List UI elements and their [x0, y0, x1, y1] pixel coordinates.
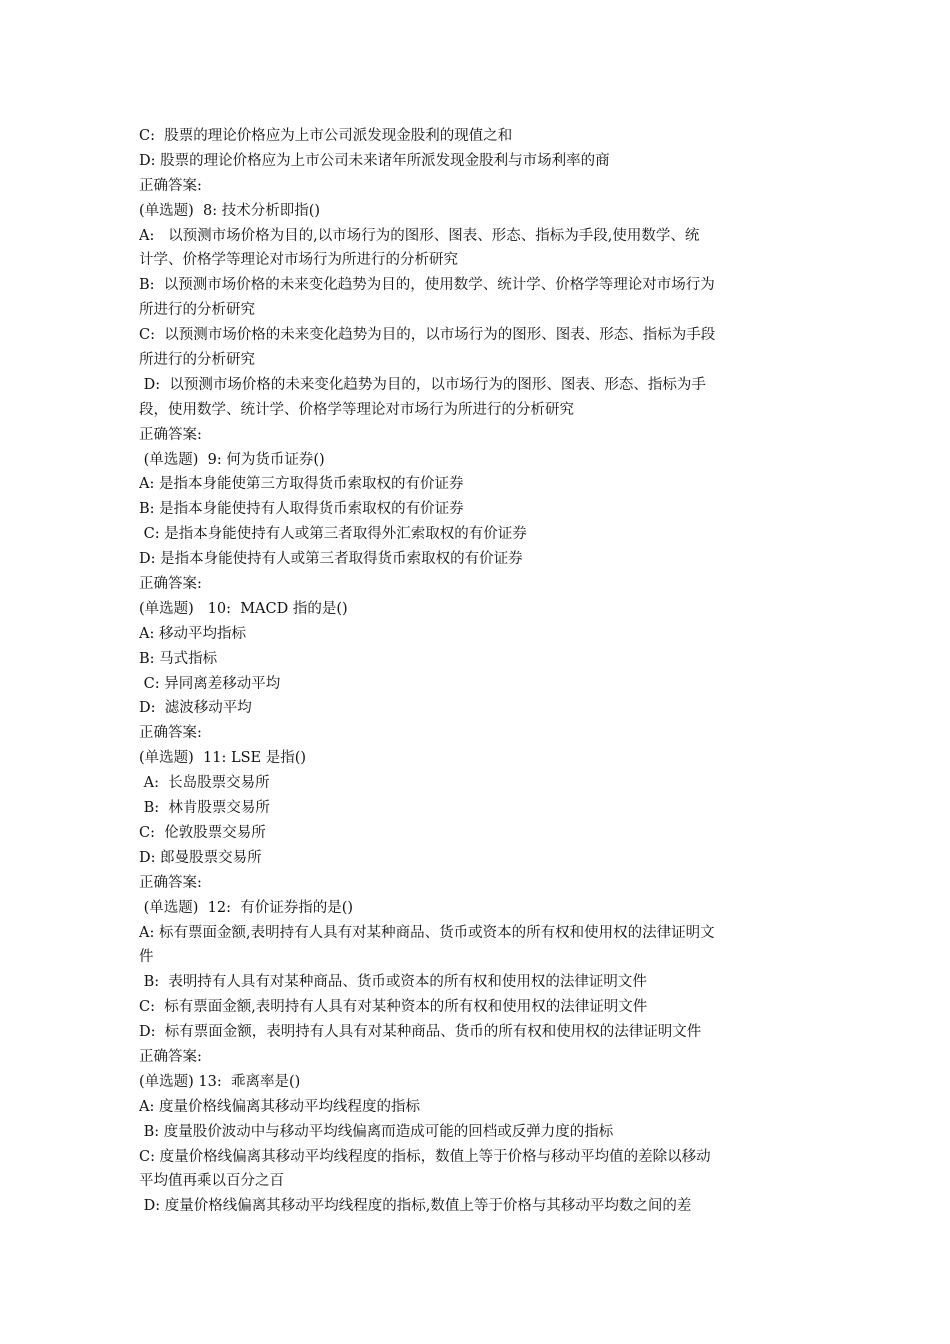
text-line: C: 伦敦股票交易所: [139, 824, 266, 841]
text-line: A: 移动平均指标: [139, 625, 246, 642]
text-line: D: 郎曼股票交易所: [139, 849, 262, 866]
text-line: B: 马式指标: [139, 650, 218, 667]
text-line: A: 长岛股票交易所: [139, 775, 270, 792]
text-line: A: 以预测市场价格为目的,以市场行为的图形、图表、形态、指标为手段,使用数学、统: [139, 227, 700, 244]
text-line: 所进行的分析研究: [139, 302, 255, 319]
text-line: C: 股票的理论价格应为上市公司派发现金股利的现值之和: [139, 128, 513, 144]
text-line: C: 标有票面金额,表明持有人具有对某种资本的所有权和使用权的法律证明文件: [139, 999, 648, 1016]
text-line: B: 度量股价波动中与移动平均线偏离而造成可能的回档或反弹力度的指标: [139, 1123, 614, 1140]
text-line: A: 度量价格线偏离其移动平均线程度的指标: [139, 1098, 420, 1115]
answer-label: 正确答案:: [139, 874, 202, 891]
text-line: D: 股票的理论价格应为上市公司未来诸年所派发现金股利与市场利率的商: [139, 152, 610, 169]
question-heading: (单选题) 10: MACD 指的是(): [139, 600, 348, 617]
answer-label: 正确答案:: [139, 1048, 202, 1065]
question-heading: (单选题) 12: 有价证券指的是(): [139, 899, 354, 916]
question-heading: (单选题) 11: LSE 是指(): [139, 750, 307, 767]
text-line: B: 林肯股票交易所: [139, 800, 270, 817]
question-text-body: [139, 124, 819, 1219]
text-line: D: 滤波移动平均: [139, 700, 252, 717]
text-line: B: 以预测市场价格的未来变化趋势为目的，使用数学、统计学、价格学等理论对市场行为: [139, 277, 715, 294]
text-line: B: 是指本身能使持有人取得货币索取权的有价证券: [139, 501, 464, 518]
text-line: 所进行的分析研究: [139, 352, 255, 369]
text-line: D: 度量价格线偏离其移动平均线程度的指标,数值上等于价格与其移动平均数之间的差: [139, 1198, 692, 1215]
text-line: D: 是指本身能使持有人或第三者取得货币索取权的有价证券: [139, 551, 523, 568]
text-line: C: 异同离差移动平均: [139, 675, 281, 692]
answer-label: 正确答案:: [139, 576, 202, 593]
text-line: D: 以预测市场价格的未来变化趋势为目的，以市场行为的图形、图表、形态、指标为手: [139, 376, 706, 393]
answer-label: 正确答案:: [139, 177, 202, 194]
text-line: 件: [139, 949, 154, 966]
text-line: 平均值再乘以百分之百: [139, 1173, 284, 1190]
text-line: D: 标有票面金额，表明持有人具有对某种商品、货币的所有权和使用权的法律证明文件: [139, 1024, 702, 1041]
question-heading: (单选题) 8: 技术分析即指(): [139, 202, 321, 219]
answer-label: 正确答案:: [139, 426, 202, 443]
text-line: C: 度量价格线偏离其移动平均线程度的指标，数值上等于价格与移动平均值的差除以移动: [139, 1148, 711, 1165]
text-line: C: 是指本身能使持有人或第三者取得外汇索取权的有价证券: [139, 526, 527, 543]
text-line: B: 表明持有人具有对某种商品、货币或资本的所有权和使用权的法律证明文件: [139, 974, 647, 991]
text-line: 计学、价格学等理论对市场行为所进行的分析研究: [139, 252, 458, 269]
text-line: C: 以预测市场价格的未来变化趋势为目的，以市场行为的图形、图表、形态、指标为手段: [139, 327, 716, 344]
text-line: 段，使用数学、统计学、价格学等理论对市场行为所进行的分析研究: [139, 401, 574, 418]
text-line: A: 标有票面金额,表明持有人具有对某种商品、货币或资本的所有权和使用权的法律证明文: [139, 924, 715, 941]
question-heading: (单选题) 9: 何为货币证券(): [139, 451, 325, 468]
text-line: A: 是指本身能使第三方取得货币索取权的有价证券: [139, 476, 464, 493]
question-heading: (单选题) 13: 乖离率是(): [139, 1073, 301, 1090]
answer-label: 正确答案:: [139, 725, 202, 742]
